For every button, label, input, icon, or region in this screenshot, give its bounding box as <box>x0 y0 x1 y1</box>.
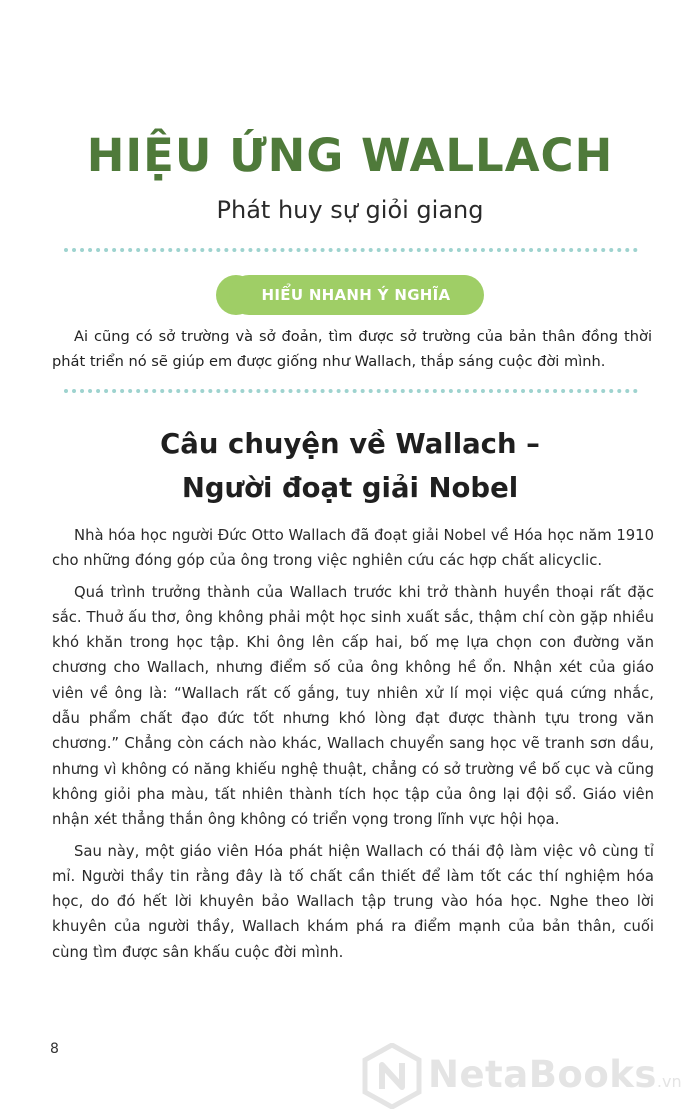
intro-paragraph: Ai cũng có sở trường và sở đoản, tìm được sở trường của bản thân đồng thời phát triển nó sẽ giúp em được giống như Wallach, thắp sáng cuộc đời mình. <box>52 328 652 370</box>
story-heading-line-1: Câu chuyện về Wallach – <box>160 428 540 460</box>
story-heading-line-2: Người đoạt giải Nobel <box>181 472 519 504</box>
watermark-suffix: .vn <box>656 1072 682 1091</box>
chapter-title: HIỆU ỨNG WALLACH <box>86 129 614 182</box>
story-body <box>52 523 654 971</box>
meaning-badge <box>229 275 483 315</box>
watermark <box>428 1052 682 1105</box>
meaning-badge-label: HIỂU NHANH Ý NGHĨA <box>261 286 451 304</box>
netabooks-logo-icon <box>362 1043 422 1109</box>
story-paragraph-2: Quá trình trưởng thành của Wallach trước khi trở thành huyền thoại rất đặc sắc. Thuở ấu thơ, ông không phải một học sinh xuất sắc, thậm chí còn gặp nhiều khó khăn trong học tập. Khi ông lên cấp hai, bố mẹ lựa chọn con đường văn chương cho Wallach, nhưng điểm số của ông không hề ổn. Nhận xét của giáo viên về ông là: “Wallach rất cố gắng, tuy nhiên xử lí mọi việc quá cứng nhắc, dẫu phẩm chất đạo đức tốt nhưng khó lòng đạt được thành tựu trong văn chương.” Chẳng còn cách nào khác, Wallach chuyển sang học vẽ tranh sơn dầu, nhưng vì không có năng khiếu nghệ thuật, chẳng có sở trường về bố cục và cũng không giỏi pha màu, tất nhiên thành tích học tập của ông lại đội sổ. Giáo viên nhận xét thẳng thắn ông không có triển vọng trong lĩnh vực hội họa. <box>52 583 654 829</box>
story-heading <box>0 422 700 510</box>
watermark-brand: NetaBooks <box>428 1053 657 1096</box>
dotted-divider-bottom <box>64 389 638 393</box>
story-paragraph-1: Nhà hóa học người Đức Otto Wallach đã đoạt giải Nobel về Hóa học năm 1910 cho những đóng góp của ông trong việc nghiên cứu các hợp chất alicyclic. <box>52 527 654 570</box>
story-paragraph-3: Sau này, một giáo viên Hóa phát hiện Wallach có thái độ làm việc vô cùng tỉ mỉ. Người thầy tin rằng đây là tố chất cần thiết để làm tốt các thí nghiệm hóa học, do đó hết lời khuyên bảo Wallach tập trung vào hóa học. Nghe theo lời khuyên của người thầy, Wallach khám phá ra điểm mạnh của bản thân, cuối cùng tìm được sân khấu cuộc đời mình. <box>52 842 654 961</box>
dotted-divider-top <box>64 248 638 252</box>
chapter-subtitle: Phát huy sự giỏi giang <box>216 196 484 224</box>
page-number: 8 <box>50 1041 59 1057</box>
